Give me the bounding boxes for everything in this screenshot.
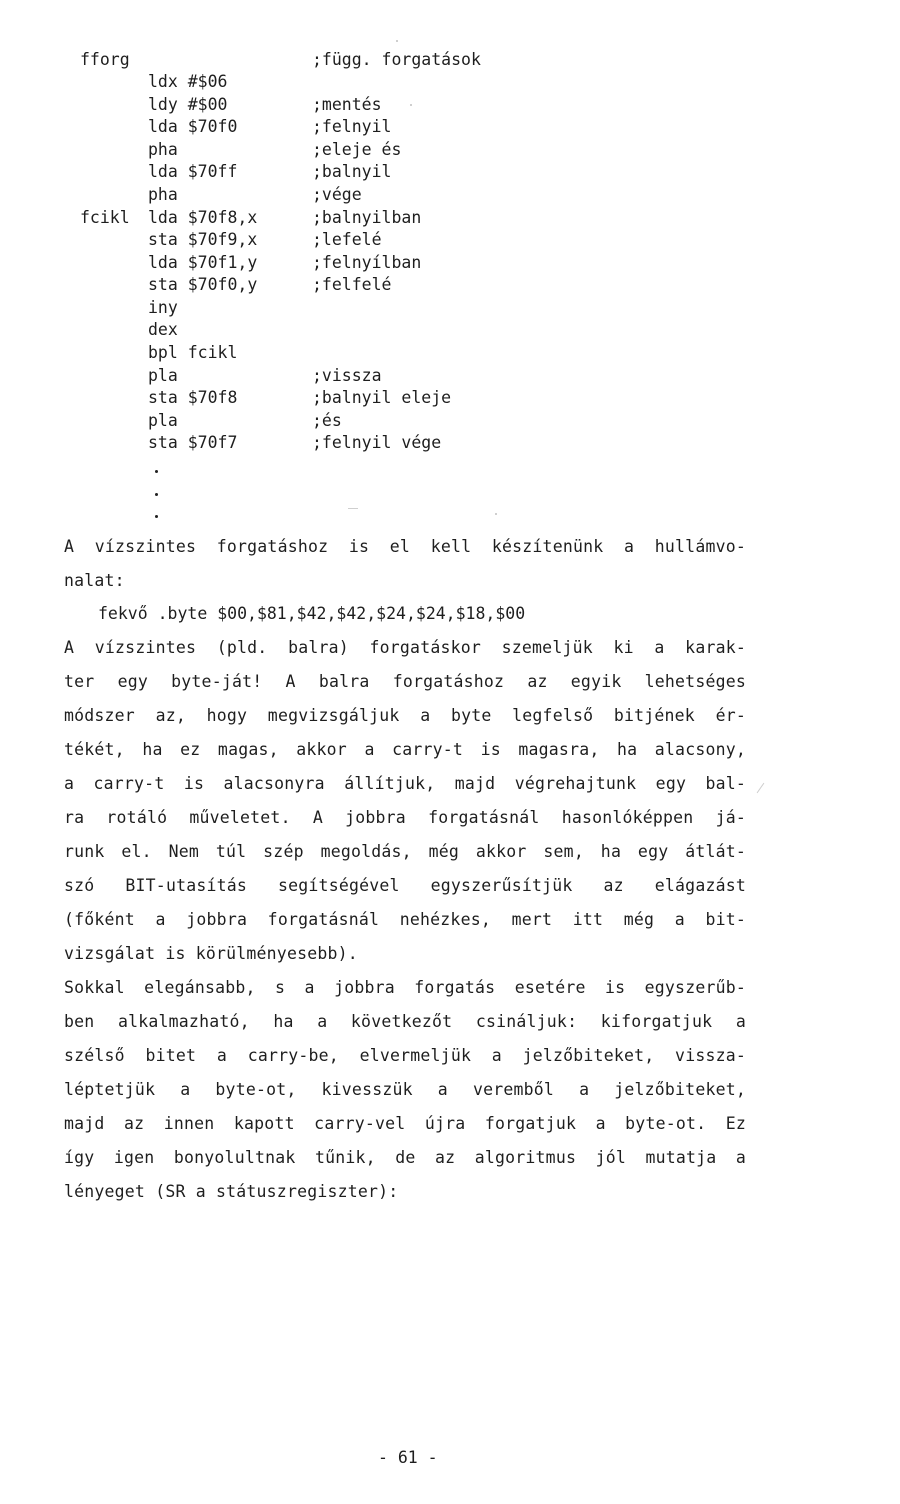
code-instruction: sta $70f9,x [148,230,258,249]
text-line: majd az innen kapott carry-vel újra forgatjuk a byte-ot. Ez [64,1114,746,1133]
text-line: A vízszintes forgatáshoz is el kell készítenünk a hullámvo- [64,537,746,556]
code-instruction: bpl fcikl [148,343,238,362]
code-comment: ;felnyil [312,117,392,136]
code-instruction: pla [148,411,178,430]
code-comment: ;mentés [312,95,382,114]
text-line: ter egy byte-ját! A balra forgatáshoz az egyik lehetséges [64,672,746,691]
code-comment: ;balnyil [312,162,392,181]
scan-speck [495,513,497,515]
code-instruction: lda $70f1,y [148,253,258,272]
code-instruction: sta $70f8 [148,388,238,407]
code-comment: ;felfelé [312,275,392,294]
text-line: szó BIT-utasítás segítségével egyszerűsítjük az elágazást [64,876,746,895]
text-line: Sokkal elegánsabb, s a jobbra forgatás esetére is egyszerűb- [64,978,746,997]
scan-speck [757,783,765,793]
code-instruction: sta $70f0,y [148,275,258,294]
text-line: módszer az, hogy megvizsgáljuk a byte legfelső bitjének ér- [64,706,746,725]
code-comment: ;függ. forgatások [312,50,481,69]
page-number: - 61 - [378,1448,438,1467]
code-comment: ;és [312,411,342,430]
continuation-dot [155,493,158,496]
text-line: tékét, ha ez magas, akkor a carry-t is magasra, ha alacsony, [64,740,746,759]
code-label: fcikl [80,208,130,227]
code-instruction: lda $70f0 [148,117,238,136]
text-line: ben alkalmazható, ha a következőt csináljuk: kiforgatjuk a [64,1012,746,1031]
code-instruction: ldx #$06 [148,72,228,91]
text-line: ra rotáló műveletet. A jobbra forgatásnál hasonlóképpen já- [64,808,746,827]
code-instruction: iny [148,298,178,317]
scan-speck [348,508,358,509]
code-comment: ;lefelé [312,230,382,249]
text-line: így igen bonyolultnak tűnik, de az algoritmus jól mutatja a [64,1148,746,1167]
text-line: A vízszintes (pld. balra) forgatáskor szemeljük ki a karak- [64,638,746,657]
code-label: fforg [80,50,130,69]
code-comment: ;balnyilban [312,208,422,227]
text-line: nalat: [64,571,125,590]
byte-data-line: fekvő .byte $00,$81,$42,$42,$24,$24,$18,$00 [98,604,526,623]
continuation-dot [155,470,158,473]
code-instruction: pha [148,140,178,159]
text-line: szélső bitet a carry-be, elvermeljük a jelzőbiteket, vissza- [64,1046,746,1065]
code-instruction: pha [148,185,178,204]
code-instruction: lda $70f8,x [148,208,258,227]
scan-speck [396,40,398,42]
text-line: lényeget (SR a státuszregiszter): [64,1182,399,1201]
scan-speck [410,104,412,106]
code-comment: ;balnyil eleje [312,388,452,407]
text-line: léptetjük a byte-ot, kivesszük a veremből a jelzőbiteket, [64,1080,746,1099]
code-instruction: ldy #$00 [148,95,228,114]
text-line: (főként a jobbra forgatásnál nehézkes, mert itt még a bit- [64,910,746,929]
text-line: runk el. Nem túl szép megoldás, még akkor sem, ha egy átlát- [64,842,746,861]
code-comment: ;vissza [312,366,382,385]
code-comment: ;felnyílban [312,253,422,272]
code-instruction: pla [148,366,178,385]
code-instruction: sta $70f7 [148,433,238,452]
text-line: a carry-t is alacsonyra állítjuk, majd végrehajtunk egy bal- [64,774,746,793]
code-instruction: lda $70ff [148,162,238,181]
text-line: vizsgálat is körülményesebb). [64,944,358,963]
code-comment: ;felnyil vége [312,433,442,452]
code-comment: ;eleje és [312,140,402,159]
code-instruction: dex [148,320,178,339]
continuation-dot [155,515,158,518]
code-comment: ;vége [312,185,362,204]
